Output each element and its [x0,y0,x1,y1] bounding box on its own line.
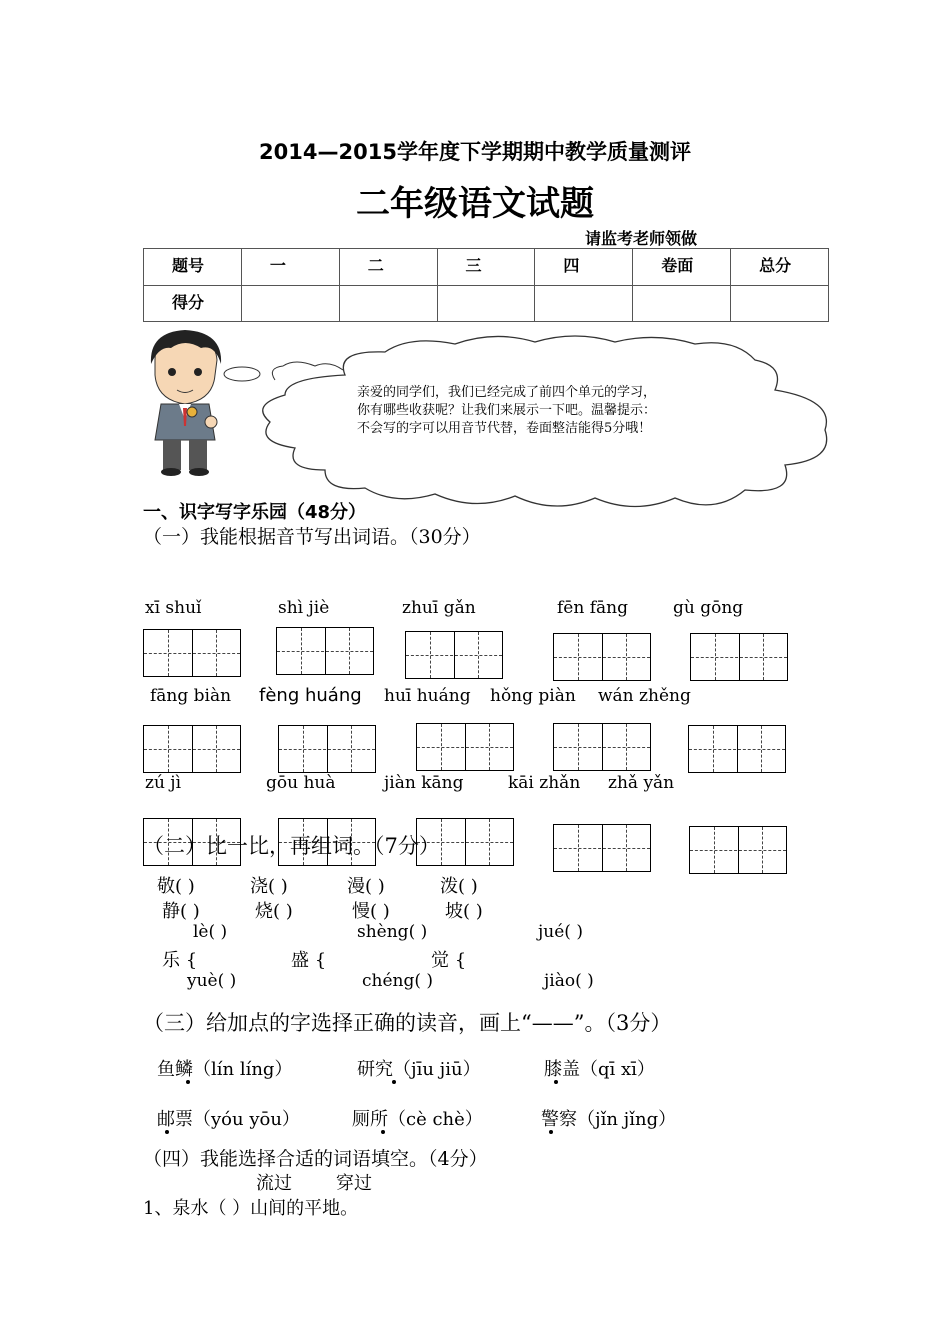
emphasis-dot [554,1080,558,1084]
emphasis-dot [186,1080,190,1084]
score-cell-1[interactable] [241,285,339,322]
reading-choice: 鱼鳞（lín líng） [157,1059,293,1080]
reading-choice: 厕所（cè chè） [352,1109,483,1130]
score-cell-2[interactable] [339,285,437,322]
reading-choice: 邮票（yóu yōu） [157,1109,300,1130]
compare-item: 静( ) [162,901,200,922]
pinyin-5: gù gōng [673,598,744,618]
pinyin-1: xī shuǐ [145,598,202,618]
polyphone-char: 盛 { [291,950,327,971]
speech-line-1: 亲爱的同学们，我们已经完成了前四个单元的学习， [357,385,657,400]
pinyin-12: gōu huà [266,773,336,793]
score-table-cell: 一 [241,249,339,286]
speech-line-2: 你有哪些收获呢？让我们来展示一下吧。温馨提示： [357,403,657,418]
writing-grid[interactable] [416,723,514,771]
score-table-cell: 得分 [144,285,242,322]
polyphone-reading: lè( ) [193,922,228,942]
pinyin-14: kāi zhǎn [508,773,581,793]
writing-grid[interactable] [688,725,786,773]
pinyin-8: huī huáng [384,686,471,706]
reading-choice: 研究（jīu jiū） [357,1059,481,1080]
score-table-cell: 总分 [731,249,829,286]
score-table-score-row [144,285,829,322]
score-cell-neatness[interactable] [633,285,731,322]
pinyin-3: zhuī gǎn [402,598,476,618]
polyphone-reading: shèng( ) [357,922,428,942]
writing-grid[interactable] [553,723,651,771]
emphasis-dot [549,1130,553,1134]
reading-choice: 膝盖（qī xī） [544,1059,655,1080]
score-table-cell: 三 [437,249,535,286]
speech-line-3: 不会写的字可以用音节代替，卷面整洁能得5分哦！ [357,421,652,436]
emphasis-dot [392,1080,396,1084]
part-4-heading: （四）我能选择合适的词语填空。（4分） [143,1148,488,1170]
score-cell-3[interactable] [437,285,535,322]
emphasis-dot [165,1130,169,1134]
score-table-cell: 卷面 [633,249,731,286]
score-cell-total[interactable] [731,285,829,322]
writing-grid[interactable] [689,826,787,874]
part-2-heading: （二）比一比，再组词。（7分） [143,834,440,858]
writing-grid[interactable] [276,627,374,675]
polyphone-char: 觉 { [431,950,467,971]
pinyin-6: fāng biàn [150,686,232,706]
score-table-cell: 题号 [144,249,242,286]
score-table-header-row [144,249,829,286]
polyphone-reading: jué( ) [538,922,583,942]
polyphone-reading: yuè( ) [187,971,237,991]
compare-item: 烧( ) [255,901,293,922]
compare-item: 敬( ) [157,876,195,897]
writing-grid[interactable] [690,633,788,681]
polyphone-char: 乐 { [162,950,198,971]
polyphone-reading: jiào( ) [544,971,594,991]
proctor-note: 请监考老师领做 [585,229,698,248]
pinyin-9: hǒng piàn [490,686,576,706]
pinyin-4: fēn fāng [557,598,628,618]
word-option: 穿过 [336,1173,372,1194]
writing-grid[interactable] [405,631,503,679]
score-cell-4[interactable] [535,285,633,322]
compare-item: 浇( ) [250,876,288,897]
pinyin-2: shì jiè [278,598,330,618]
section-1-heading: 一、识字写字乐园（48分） [143,502,367,523]
exam-header: 2014—2015学年度下学期期中教学质量测评 [259,140,691,164]
score-table [143,248,829,322]
compare-item: 漫( ) [347,876,385,897]
writing-grid[interactable] [553,824,651,872]
pinyin-13: jiàn kāng [384,773,464,793]
compare-item: 慢( ) [352,901,390,922]
compare-item: 泼( ) [440,876,478,897]
pinyin-15: zhǎ yǎn [608,773,675,793]
writing-grid[interactable] [143,629,241,677]
teacher-cartoon [151,330,221,476]
score-table-cell: 二 [339,249,437,286]
part-1-heading: （一）我能根据音节写出词语。（30分） [143,526,481,548]
exam-title: 二年级语文试题 [356,184,594,224]
pinyin-10: wán zhěng [598,686,691,706]
part-3-heading: （三）给加点的字选择正确的读音，画上“——”。（3分） [143,1011,672,1035]
emphasis-dot [381,1130,385,1134]
writing-grid[interactable] [553,633,651,681]
compare-item: 坡( ) [445,901,483,922]
writing-grid[interactable] [278,725,376,773]
pinyin-11: zú jì [145,773,182,793]
score-table-cell: 四 [535,249,633,286]
polyphone-reading: chéng( ) [362,971,434,991]
writing-grid[interactable] [143,725,241,773]
reading-choice: 警察（jǐn jǐng） [541,1109,677,1130]
word-option: 流过 [256,1173,292,1194]
pinyin-7: fèng huáng [259,685,362,706]
fill-blank-question[interactable]: 1、泉水（ ）山间的平地。 [143,1198,359,1219]
